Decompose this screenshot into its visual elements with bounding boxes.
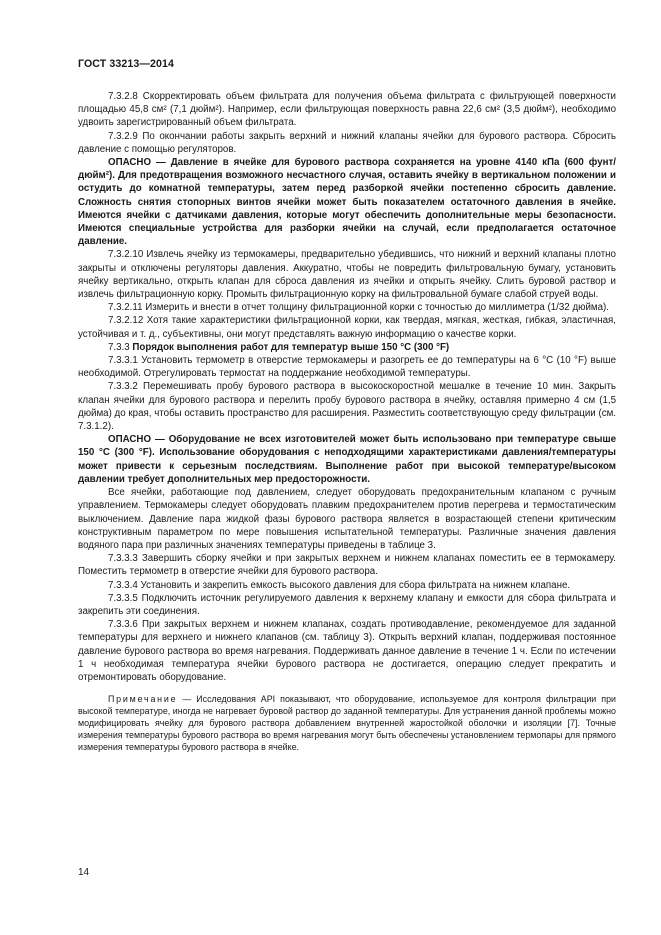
paragraph-7-3-2-12: 7.3.2.12 Хотя такие характеристики фильтрационной корки, как твердая, мягкая, жесткая, гибкая, эластичная, устойчивая и т. д., субъективны, они могут представлять важную информацию о качестве корки. (78, 315, 616, 340)
note-paragraph (78, 693, 616, 753)
page-number: 14 (78, 867, 90, 878)
paragraph-7-3-2-10: 7.3.2.10 Извлечь ячейку из термокамеры, предварительно убедившись, что нижний и верхний клапаны плотно закрыты и отключены регуляторы давления. Аккуратно, чтобы не повредить фильтровальную бумагу, установить ячейку вертикально, открыть клапан для сброса давления из ячейки и открыть ячейку. Слить буровой раствор и извлечь фильтрационную корку. Промыть фильтрационную корку на фильтровальной бумаге слабой струей воды. (78, 249, 616, 301)
paragraph-7-3-3-2: 7.3.3.2 Перемешивать пробу бурового раствора в высокоскоростной мешалке в течение 10 мин. Закрыть клапан ячейки для бурового раствора и перелить пробу бурового раствора в ячейку, оставляя примерно 4 см (1,5 дюйма) до края, чтобы оставить пространство для расширения. Разместить соответствующую среду фильтрации (см. 7.3.1.2). (78, 381, 616, 433)
paragraph-7-3-2-8: 7.3.2.8 Скорректировать объем фильтрата для получения объема фильтрата с фильтрующей поверхности площадью 45,8 см² (7,1 дюйм²). Например, если фильтрующая поверхность равна 22,6 см² (3,5 дюйм²), необходимо удвоить зарегистрированный объем фильтрата. (78, 91, 616, 129)
document-header: ГОСТ 33213—2014 (78, 58, 175, 70)
paragraph-cells-pressure: Все ячейки, работающие под давлением, следует оборудовать предохранительным клапаном с ручным управлением. Термокамеры следует оборудовать плавким предохранителем против перегрева и термостатическим выключением. Давление пара жидкой фазы бурового раствора является в возрастающей степени критическим конструктивным параметром по мере повышения испытательной температуры. Различные значения давления водяного пара при различных значениях температуры приведены в таблице 3. (78, 487, 616, 551)
warning-paragraph-2: ОПАСНО — Оборудование не всех изготовителей может быть использовано при температуре свыше 150 °C (300 °F). Использование оборудования с неподходящими характеристиками давления/температуры может привести к серьезным последствиям. Выполнение работ при высокой температуре/высоком давлении требует дополнительных мер предосторожности. (78, 434, 616, 485)
paragraph-7-3-2-9: 7.3.2.9 По окончании работы закрыть верхний и нижний клапаны ячейки для бурового раствора. Сбросить давление с помощью регуляторов. (78, 130, 616, 155)
note-label: Примечание (108, 694, 178, 705)
paragraph-7-3-2-11: 7.3.2.11 Измерить и внести в отчет толщину фильтрационной корки с точностью до миллиметра (1/32 дюйма). (108, 302, 609, 314)
paragraph-7-3-3-1: 7.3.3.1 Установить термометр в отверстие термокамеры и разогреть ее до температуры на 6 °C (10 °F) выше необходимой. Отрегулировать термостат на поддержание необходимой температуры. (78, 355, 616, 380)
paragraph-7-3-3-4: 7.3.3.4 Установить и закрепить емкость высокого давления для сбора фильтрата на нижнем клапане. (108, 579, 571, 591)
document-body (78, 90, 616, 753)
paragraph-7-3-3-3: 7.3.3.3 Завершить сборку ячейки и при закрытых верхнем и нижнем клапанах поместить ее в термокамеру. Поместить термометр в отверстие ячейки для бурового раствора. (78, 553, 616, 578)
section-number: 7.3.3 (108, 341, 130, 353)
paragraph-7-3-3-5: 7.3.3.5 Подключить источник регулируемого давления к верхнему клапану и емкости для сбора фильтрата и закрепить эти соединения. (78, 592, 616, 617)
note-text: — Исследования API показывают, что оборудование, используемое для контроля фильтрации при высокой температуре, иногда не нагревает буровой раствор до заданной температуры. Для устранения данной проблемы можно модифицировать ячейку для бурового раствора добавлением внутренней жаростойкой оболочки и изоляции [7]. Точные измерения температуры бурового раствора во время нагревания могут быть обеспечены установлением термопары для прямого измерения температуры бурового раствора в ячейке. (78, 694, 616, 753)
section-7-3-3-heading (78, 341, 616, 354)
warning-paragraph-1: ОПАСНО — Давление в ячейке для бурового раствора сохраняется на уровне 4140 кПа (600 фунт/дюйм²). Для предотвращения возможного несчастного случая, оставить ячейку в вертикальном положении и остудить до комнатной температуры, затем перед разборкой ячейки постепенно сбросить давление. Сложность снятия стопорных винтов ячейки может быть показателем остаточного давления в ячейке. Имеются ячейки с датчиками давления, которые могут обеспечить дополнительные меры безопасности. Имеются специальные устройства для разборки ячейки на случай, если предполагается остаточное давление. (78, 157, 616, 248)
section-title: Порядок выполнения работ для температур выше 150 °C (300 °F) (132, 341, 450, 353)
paragraph-7-3-3-6: 7.3.3.6 При закрытых верхнем и нижнем клапанах, создать противодавление, рекомендуемое для заданной температуры для верхнего и нижнего клапанов (см. таблицу 3). Открыть верхний клапан, поддерживая постоянное давление бурового раствора во время нагревания. Поддерживать данное давление в течение 1 ч. Если по истечении 1 ч необходимая температура ячейки бурового раствора не достигается, операцию следует прекратить и отремонтировать оборудование. (78, 619, 616, 683)
